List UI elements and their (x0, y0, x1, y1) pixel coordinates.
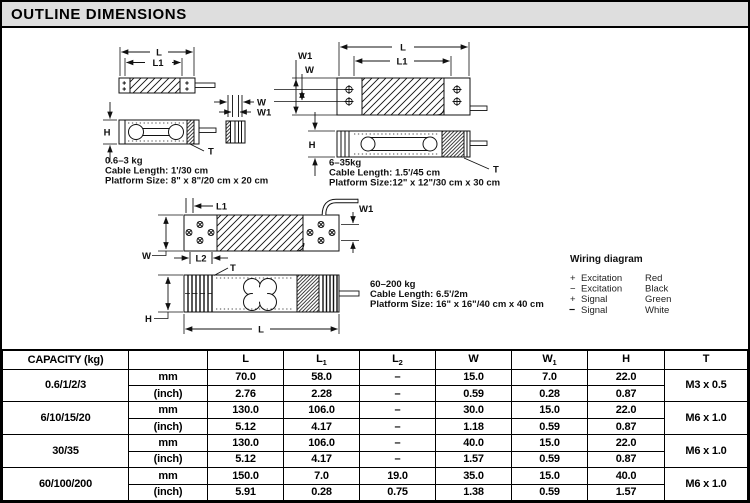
section-header (2, 2, 748, 28)
capacity-cell: 60/100/200 (3, 468, 129, 501)
wiring-label: Excitation (581, 283, 623, 295)
value-cell: – (360, 385, 436, 401)
col-header-l2: $L_2$ (360, 350, 436, 369)
large-loadcell-drawing (142, 198, 544, 336)
dim-label-h: H (145, 314, 152, 325)
dim-label-t: T (493, 164, 499, 176)
dim-label-l: L (400, 42, 406, 54)
value-cell: – (360, 435, 436, 451)
wiring-label: Excitation (581, 273, 623, 284)
value-cell: 2.28 (284, 385, 360, 401)
dim-label-w: W (142, 251, 151, 262)
value-cell: 22.0 (588, 369, 665, 385)
wiring-sign: + (570, 294, 576, 305)
value-cell: 0.75 (360, 484, 436, 500)
value-cell: 40.0 (436, 435, 512, 451)
dim-label-w1: W1 (257, 107, 272, 119)
value-cell: 0.59 (512, 451, 588, 467)
value-cell: 130.0 (208, 402, 284, 418)
wiring-diagram-legend (569, 254, 671, 316)
wiring-color: Green (645, 294, 672, 305)
platform-size-label: Platform Size:12" x 12"/30 cm x 30 cm (329, 177, 501, 189)
wiring-row (570, 294, 671, 305)
value-cell: 106.0 (284, 402, 360, 418)
col-header-capacity: CAPACITY (kg) (3, 350, 129, 369)
value-cell: 106.0 (284, 435, 360, 451)
table-row-mm (3, 468, 748, 484)
value-cell: – (360, 451, 436, 467)
col-header-w1: $W_1$ (512, 350, 588, 369)
value-cell: 30.0 (436, 402, 512, 418)
unit-cell: mm (129, 369, 208, 385)
page-title: OUTLINE DIMENSIONS (11, 5, 187, 23)
capacity-cell: 0.6/1/2/3 (3, 369, 129, 402)
thread-cell: M6 x 1.0 (665, 468, 748, 501)
value-cell: 1.57 (436, 451, 512, 467)
capacity-range-label: 0.6–3 kg (105, 155, 143, 167)
dim-label-t: T (230, 263, 236, 274)
dim-label-l2: L2 (195, 253, 207, 265)
wiring-color: White (645, 305, 670, 316)
value-cell: 0.28 (284, 484, 360, 500)
value-cell: 0.28 (512, 385, 588, 401)
value-cell: 0.59 (436, 385, 512, 401)
thread-cell: M3 x 0.5 (665, 369, 748, 402)
unit-cell: mm (129, 468, 208, 484)
wiring-row (570, 284, 668, 295)
platform-size-label: Platform Size: 16" x 16"/40 cm x 40 cm (370, 299, 544, 310)
table-row-mm (3, 369, 748, 385)
large-loadcell-front-view (145, 263, 359, 336)
dim-label-w1: W1 (298, 51, 313, 62)
dim-label-l1: L1 (152, 58, 164, 69)
thread-cell: M6 x 1.0 (665, 402, 748, 435)
value-cell: 7.0 (284, 468, 360, 484)
value-cell: 5.12 (208, 451, 284, 467)
value-cell: – (360, 369, 436, 385)
value-cell: 7.0 (512, 369, 588, 385)
wiring-color: Red (645, 273, 663, 284)
value-cell: 0.59 (512, 484, 588, 500)
small-loadcell-front-view (103, 102, 216, 162)
wiring-sign: − (569, 304, 576, 316)
value-cell: 15.0 (436, 369, 512, 385)
large-loadcell-top-view (142, 198, 374, 265)
cable-length-label: Cable Length: 1'/30 cm (105, 165, 209, 177)
col-header-h: H (588, 350, 665, 369)
wiring-diagram-title: Wiring diagram (570, 254, 643, 265)
value-cell: – (360, 418, 436, 434)
value-cell: 70.0 (208, 369, 284, 385)
unit-cell: (inch) (129, 451, 208, 467)
table-row-mm (3, 435, 748, 451)
value-cell: 0.87 (588, 451, 665, 467)
dim-label-w: W (257, 97, 266, 109)
value-cell: 1.18 (436, 418, 512, 434)
value-cell: 19.0 (360, 468, 436, 484)
value-cell: 35.0 (436, 468, 512, 484)
value-cell: 15.0 (512, 435, 588, 451)
unit-cell: (inch) (129, 385, 208, 401)
unit-cell: mm (129, 402, 208, 418)
dim-label-l: L (156, 47, 162, 59)
dimensions-table (2, 349, 748, 501)
thread-cell: M6 x 1.0 (665, 435, 748, 468)
value-cell: 15.0 (512, 468, 588, 484)
value-cell: 1.57 (588, 484, 665, 500)
small-loadcell-drawing (103, 47, 272, 187)
dim-label-w1: W1 (359, 204, 374, 215)
dim-label-l: L (258, 324, 264, 336)
dim-label-t: T (208, 146, 214, 158)
unit-cell: mm (129, 435, 208, 451)
unit-cell: (inch) (129, 418, 208, 434)
value-cell: 150.0 (208, 468, 284, 484)
value-cell: 0.87 (588, 385, 665, 401)
col-header-l1: $L_1$ (284, 350, 360, 369)
small-loadcell-top-view (119, 47, 215, 93)
col-header-t: T (665, 350, 748, 369)
unit-cell: (inch) (129, 484, 208, 500)
table-row-mm (3, 402, 748, 418)
value-cell: 22.0 (588, 435, 665, 451)
technical-drawings-canvas (2, 28, 748, 349)
value-cell: 40.0 (588, 468, 665, 484)
capacity-cell: 30/35 (3, 435, 129, 468)
value-cell: 15.0 (512, 402, 588, 418)
table-header-row (3, 350, 748, 369)
dim-label-h: H (103, 127, 111, 139)
col-header-unit (129, 350, 208, 369)
cable-length-label: Cable Length: 6.5'/2m (370, 289, 468, 300)
value-cell: 5.91 (208, 484, 284, 500)
capacity-range-label: 6–35kg (329, 157, 362, 169)
platform-size-label: Platform Size: 8" x 8"/20 cm x 20 cm (105, 175, 269, 187)
value-cell: 58.0 (284, 369, 360, 385)
col-header-l: L (208, 350, 284, 369)
wiring-color: Black (645, 283, 669, 295)
value-cell: 2.76 (208, 385, 284, 401)
capacity-range-label: 60–200 kg (370, 279, 416, 290)
capacity-cell: 6/10/15/20 (3, 402, 129, 435)
dim-label-l1: L1 (216, 201, 228, 213)
value-cell: 4.17 (284, 451, 360, 467)
cable-length-label: Cable Length: 1.5'/45 cm (329, 167, 441, 179)
wiring-row (570, 273, 662, 284)
wiring-sign: − (570, 283, 576, 295)
value-cell: 0.59 (512, 418, 588, 434)
value-cell: – (360, 402, 436, 418)
dim-label-h: H (308, 140, 316, 151)
value-cell: 4.17 (284, 418, 360, 434)
value-cell: 5.12 (208, 418, 284, 434)
small-loadcell-side-view (214, 95, 272, 143)
medium-loadcell-drawing (274, 42, 500, 189)
dim-label-w: W (305, 65, 314, 76)
value-cell: 1.38 (436, 484, 512, 500)
wiring-sign: + (570, 273, 576, 284)
wiring-label: Signal (581, 294, 608, 305)
medium-loadcell-top-view (274, 42, 487, 115)
value-cell: 0.87 (588, 418, 665, 434)
value-cell: 130.0 (208, 435, 284, 451)
col-header-w: W (436, 350, 512, 369)
wiring-label: Signal (581, 305, 608, 316)
dim-label-l1: L1 (396, 56, 408, 68)
value-cell: 22.0 (588, 402, 665, 418)
wiring-row (569, 304, 669, 316)
